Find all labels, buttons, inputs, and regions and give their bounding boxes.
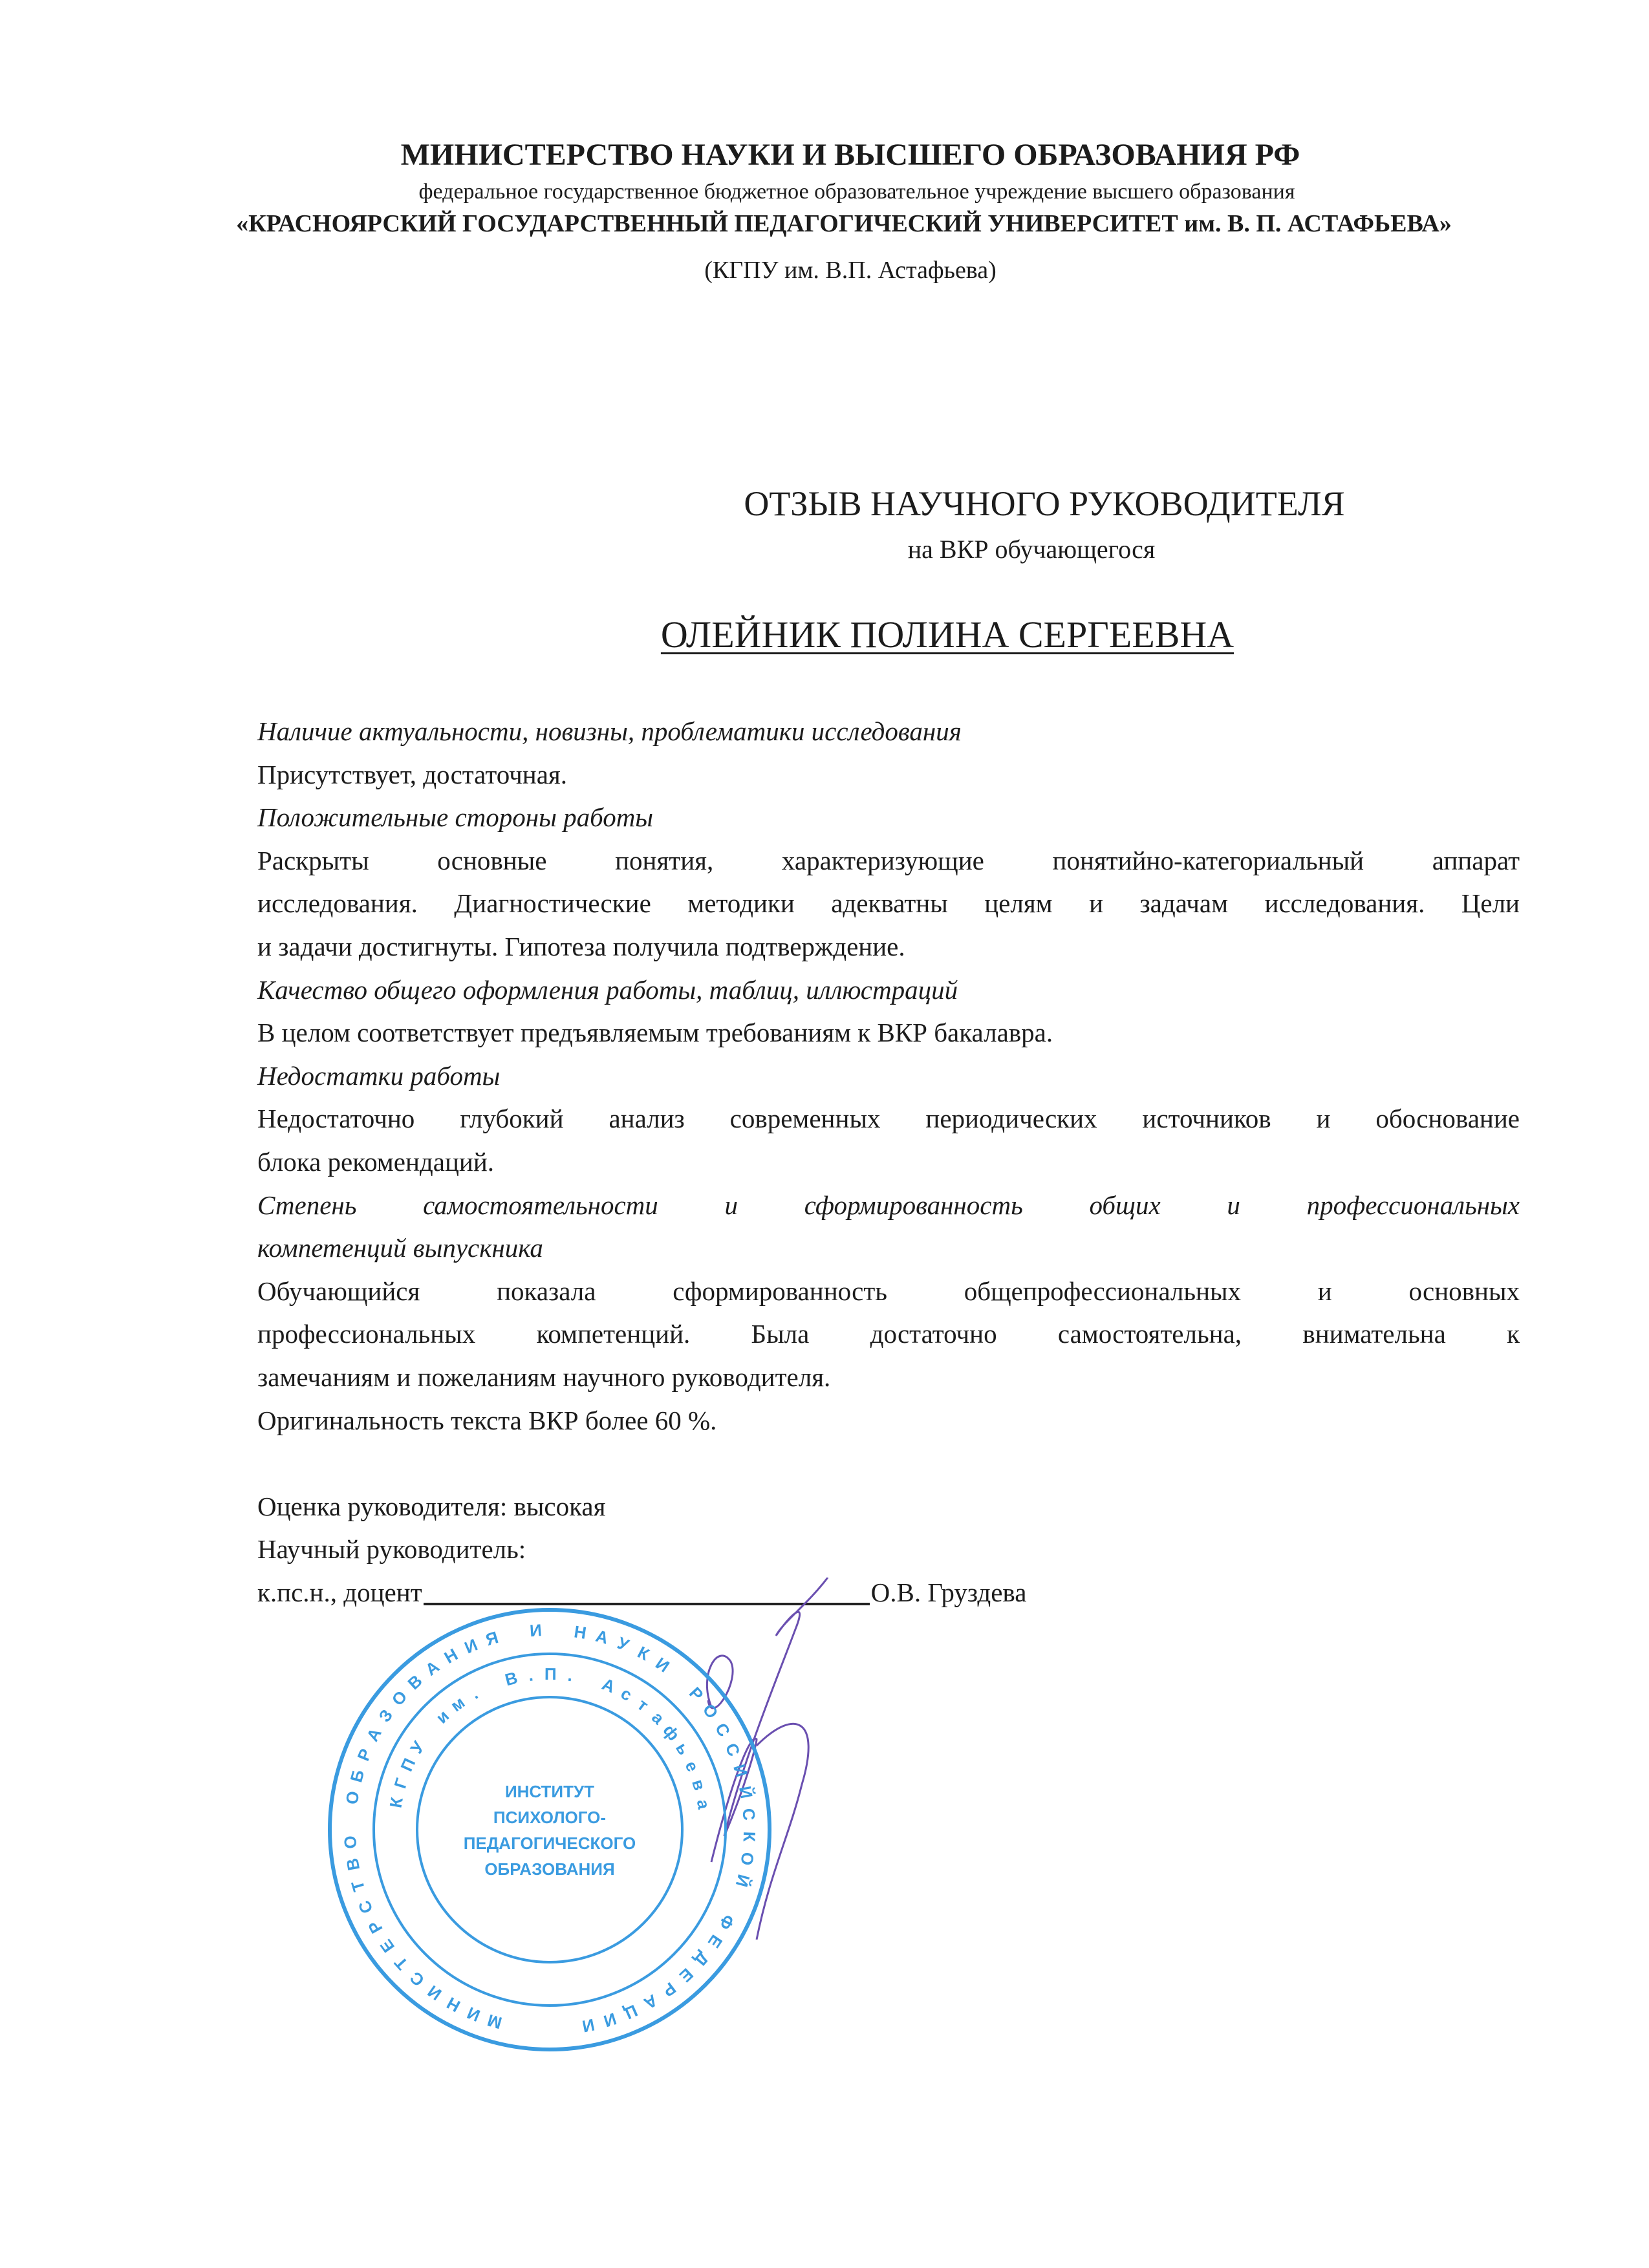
section-heading: Наличие актуальности, новизны, проблематики исследования	[257, 716, 962, 746]
supervisor-degree: к.пс.н., доцент	[257, 1577, 422, 1607]
stamp-ring-letter: У	[614, 1632, 632, 1655]
stamp-center-line: ПСИХОЛОГО-	[493, 1808, 607, 1827]
stamp-ring-letter: У	[406, 1737, 429, 1757]
stamp-ring-letter: О	[387, 1686, 411, 1709]
review-body	[257, 710, 1520, 1614]
stamp-ring-letter: Ц	[621, 2000, 641, 2024]
stamp-ring-letter: Д	[690, 1948, 713, 1971]
stamp-ring-letter: а	[693, 1798, 714, 1811]
document-subtitle: на ВКР обучающегося	[907, 535, 1156, 564]
stamp-ring-letter: В	[404, 1671, 426, 1694]
stamp-ring-letter: и	[431, 1706, 453, 1728]
stamp-ring-letter: с	[617, 1683, 636, 1705]
section-text: Присутствует, достаточная.	[257, 759, 568, 789]
stamp-ring-letter: И	[461, 1634, 480, 1658]
originality-text: Оригинальность текста ВКР более 60 %.	[257, 1405, 717, 1435]
stamp-ring-letter: О	[341, 1790, 363, 1806]
stamp-ring-letter: Т	[347, 1878, 369, 1894]
section-heading: Недостатки работы	[257, 1060, 501, 1091]
section-heading: Степень самостоятельности и сформированность общих и профессиональных	[257, 1190, 1520, 1220]
stamp-ring-letter: Б	[346, 1767, 369, 1784]
stamp-ring-letter: С	[721, 1740, 744, 1759]
stamp-ring-letter: А	[362, 1724, 385, 1745]
stamp-ring-letter: м	[447, 1692, 469, 1716]
institution-type: федеральное государственное бюджетное образовательное учреждение высшего образования	[418, 180, 1295, 204]
stamp-ring-letter: И	[464, 2003, 483, 2026]
stamp-ring-letter: .	[566, 1665, 574, 1685]
official-stamp	[323, 1603, 776, 2056]
stamp-ring-letter: Т	[390, 1952, 412, 1974]
stamp-ring-letter: О	[698, 1700, 722, 1722]
supervisor-label: Научный руководитель:	[257, 1534, 526, 1565]
stamp-center-line: ОБРАЗОВАНИЯ	[484, 1859, 615, 1879]
supervisor-grade: Оценка руководителя: высокая	[257, 1491, 606, 1521]
stamp-center-line: ИНСТИТУТ	[504, 1782, 595, 1801]
stamp-ring-letter: .	[527, 1665, 535, 1685]
section-text: профессиональных компетенций. Была достаточно самостоятельна, внимательна к	[257, 1319, 1520, 1349]
stamp-ring-letter: Р	[659, 1978, 680, 2001]
stamp-ring-letter: П	[544, 1664, 557, 1684]
section-heading: Положительные стороны работы	[257, 802, 654, 833]
stamp-ring-letter: М	[485, 2010, 504, 2033]
stamp-ring-letter: в	[688, 1777, 710, 1793]
stamp-ring-letter: С	[738, 1807, 759, 1821]
stamp-ring-letter: С	[711, 1719, 735, 1740]
stamp-ring-letter: И	[424, 1981, 446, 2005]
section-text: замечаниям и пожеланиям научного руководителя.	[257, 1362, 831, 1392]
stamp-ring-letter: ф	[659, 1720, 684, 1744]
section-text: Недостаточно глубокий анализ современных периодических источников и обоснование	[257, 1104, 1520, 1134]
stamp-ring-letter: е	[681, 1758, 703, 1775]
stamp-ring-letter: Н	[440, 1644, 461, 1668]
stamp-ring-letter: Е	[704, 1931, 727, 1952]
university-short-name: (КГПУ им. В.П. Астафьева)	[704, 257, 997, 284]
stamp-ring-letter: К	[634, 1642, 653, 1665]
stamp-ring-letter: П	[396, 1755, 420, 1775]
stamp-ring-letter: В	[502, 1667, 520, 1690]
stamp-ring-letter: ь	[671, 1739, 694, 1759]
section-text: исследования. Диагностические методики адекватны целям и задачам исследования. Цели	[257, 888, 1520, 919]
section-heading: Качество общего оформления работы, таблиц, иллюстраций	[257, 974, 958, 1005]
stamp-ring-letter: Й	[731, 1872, 754, 1889]
stamp-ring-letter: А	[599, 1674, 618, 1697]
document-title: ОТЗЫВ НАУЧНОГО РУКОВОДИТЕЛЯ	[744, 484, 1345, 523]
section-text: В целом соответствует предъявляемым требованиям к ВКР бакалавра.	[257, 1018, 1053, 1048]
section-heading: компетенций выпускника	[257, 1233, 543, 1263]
stamp-ring-letter: Е	[675, 1964, 698, 1987]
stamp-ring-letter: И	[652, 1653, 673, 1676]
stamp-ring-letter: Р	[353, 1746, 376, 1764]
supervisor-name: О.В. Груздева	[870, 1577, 1027, 1607]
stamp-center-line: ПЕДАГОГИЧЕСКОГО	[463, 1834, 636, 1853]
stamp-ring-letter: А	[594, 1625, 611, 1648]
stamp-ring-letter: И	[601, 2009, 619, 2031]
stamp-ring-letter: З	[374, 1706, 397, 1726]
stamp-ring-letter: И	[580, 2015, 597, 2037]
stamp-ring-letter: Г	[390, 1775, 412, 1791]
ministry-heading: МИНИСТЕРСТВО НАУКИ И ВЫСШЕГО ОБРАЗОВАНИЯ РФ	[400, 138, 1300, 172]
stamp-ring-letter: Н	[443, 1993, 464, 2017]
university-name: «КРАСНОЯРСКИЙ ГОСУДАРСТВЕННЫЙ ПЕДАГОГИЧЕСКИЙ УНИВЕРСИТЕТ им. В. П. АСТАФЬЕВА»	[236, 210, 1452, 237]
stamp-ring-letter: а	[648, 1707, 669, 1728]
stamp-ring-letter: К	[385, 1795, 407, 1810]
stamp-ring-letter: т	[634, 1695, 652, 1715]
stamp-ring-letter: И	[529, 1620, 543, 1641]
stamp-ring-letter: К	[739, 1831, 760, 1843]
stamp-ring-letter: О	[340, 1835, 361, 1850]
stamp-ring-letter: В	[342, 1856, 364, 1872]
section-text: и задачи достигнуты. Гипотеза получила подтверждение.	[257, 931, 905, 961]
stamp-ring-letter: С	[354, 1898, 377, 1917]
section-text: Обучающийся показала сформированность общепрофессиональных и основных	[257, 1276, 1520, 1306]
stamp-ring-letter: О	[737, 1850, 759, 1867]
student-name: ОЛЕЙНИК ПОЛИНА СЕРГЕЕВНА	[660, 614, 1234, 656]
stamp-ring-letter: И	[729, 1762, 752, 1779]
stamp-ring-letter: Я	[483, 1627, 501, 1650]
stamp-ring-letter: Р	[685, 1683, 707, 1705]
stamp-ring-letter: .	[468, 1684, 481, 1703]
stamp-ring-letter: Е	[376, 1936, 398, 1956]
stamp-ring-letter: Й	[735, 1784, 757, 1801]
stamp-ring-letter: Н	[572, 1621, 588, 1643]
stamp-ring-letter: А	[640, 1990, 662, 2014]
stamp-ring-letter: Р	[363, 1917, 387, 1937]
stamp-ring-letter: С	[405, 1967, 428, 1991]
stamp-ring-letter: А	[421, 1656, 443, 1680]
stamp-ring-letter: Ф	[715, 1911, 739, 1933]
section-text: Раскрыты основные понятия, характеризующие понятийно-категориальный аппарат	[257, 845, 1520, 875]
section-text: блока рекомендаций.	[257, 1146, 495, 1177]
